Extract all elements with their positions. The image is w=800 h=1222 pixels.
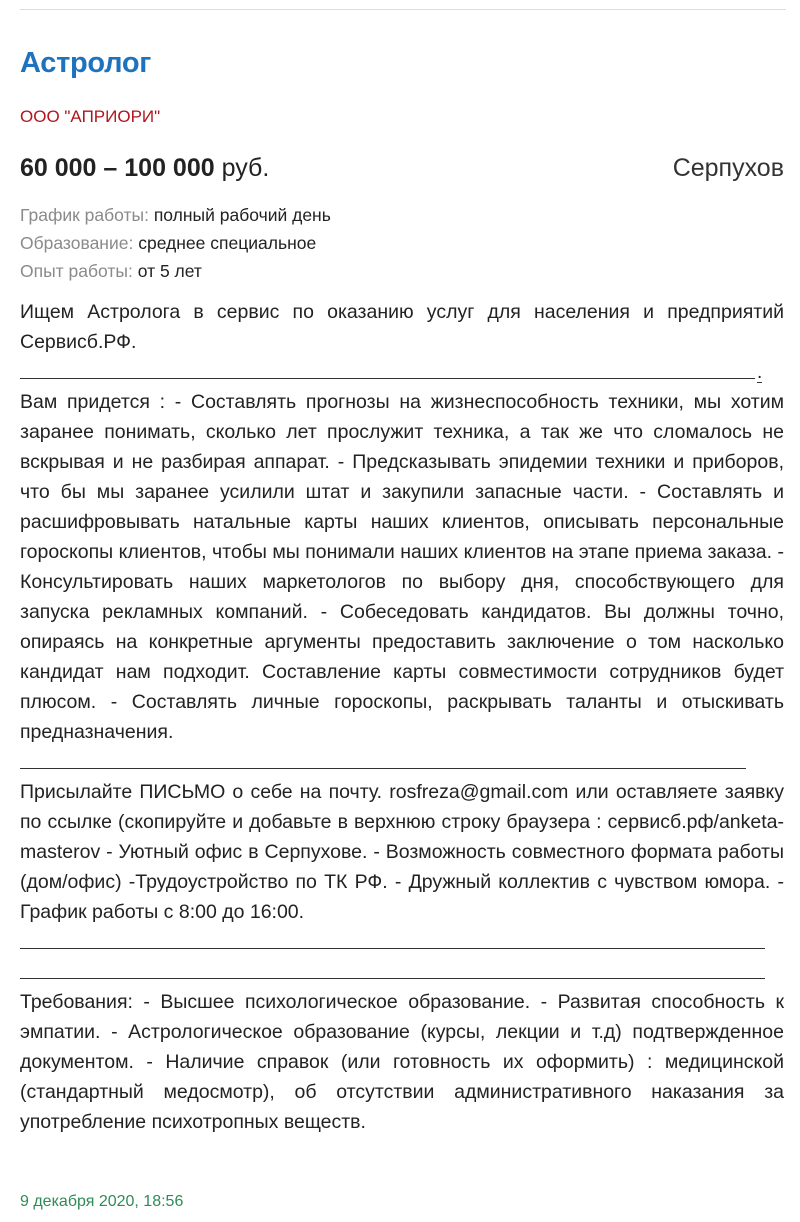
description-requirements: Требования: - Высшее психологическое образование. - Развитая способность к эмпатии. - Астрологическое образование (курсы, лекции и т.д) подтвержденное документом. - Наличие справок (или готовность их оформить) : медицинской (стандартный медосмотр), об отсутствии административного наказания за употребление психотропных веществ. [20, 991, 784, 1133]
description-conditions: Присылайте ПИСЬМО о себе на почту. rosfreza@gmail.com или оставляете заявку по ссылке (скопируйте и добавьте в верхнюю строку браузера : сервисб.рф/anketa-masterov - Уютный офис в Серпухове. - Возможность совместного формата работы (дом/офис) -Трудоустройство по ТК РФ. - Дружный коллектив с чувством юмора. - График работы с 8:00 до 16:00. [20, 781, 784, 923]
separator-line [20, 927, 784, 957]
publish-date: 9 декабря 2020, 18:56 [20, 1193, 184, 1210]
vacancy-title-link[interactable]: Астролог [20, 47, 152, 79]
company-name[interactable]: ООО "АПРИОРИ" [20, 107, 161, 126]
vacancy-city: Серпухов [672, 154, 784, 182]
vacancy-description [20, 297, 784, 1137]
vacancy-details [20, 201, 331, 285]
detail-value: полный рабочий день [153, 205, 331, 225]
detail-label: Опыт работы: [20, 261, 133, 281]
top-divider [20, 9, 786, 10]
detail-label: Образование: [20, 233, 134, 253]
detail-experience [20, 257, 331, 285]
separator-line [20, 747, 784, 777]
salary-currency: руб. [221, 154, 270, 182]
description-duties: Вам придется : - Составлять прогнозы на жизнеспособность техники, мы хотим заранее понимать, сколько лет прослужит техника, а так же что сломалось не вскрывая и не разбирая аппарат. - Предсказывать эпидемии техники и приборов, что бы мы заранее усилили штат и закупили запасные части. - Составлять и расшифровывать натальные карты наших клиентов, описывать персональные гороскопы клиентов, чтобы мы понимали наших клиентов на этапе приема заказа. - Консультировать наших маркетологов по выбору дня, способствующего для запуска рекламных компаний. - Собеседовать кандидатов. Вы должны точно, опираясь на конкретные аргументы предоставить заключение о том насколько кандидат нам подходит. Составление карты совместимости сотрудников будет плюсом. - Составлять личные гороскопы, раскрывать таланты и отыскивать предназначения. [20, 391, 784, 743]
detail-label: График работы: [20, 205, 149, 225]
detail-value: среднее специальное [138, 233, 317, 253]
separator-line [20, 957, 784, 987]
detail-value: от 5 лет [137, 261, 202, 281]
separator-dot: . [757, 362, 763, 383]
salary [20, 153, 269, 183]
detail-education [20, 229, 331, 257]
detail-schedule [20, 201, 331, 229]
salary-amount: 60 000 – 100 000 [20, 154, 215, 182]
separator-line [20, 357, 784, 387]
description-intro: Ищем Астролога в сервис по оказанию услуг для населения и предприятий Сервисб.РФ. [20, 301, 784, 353]
